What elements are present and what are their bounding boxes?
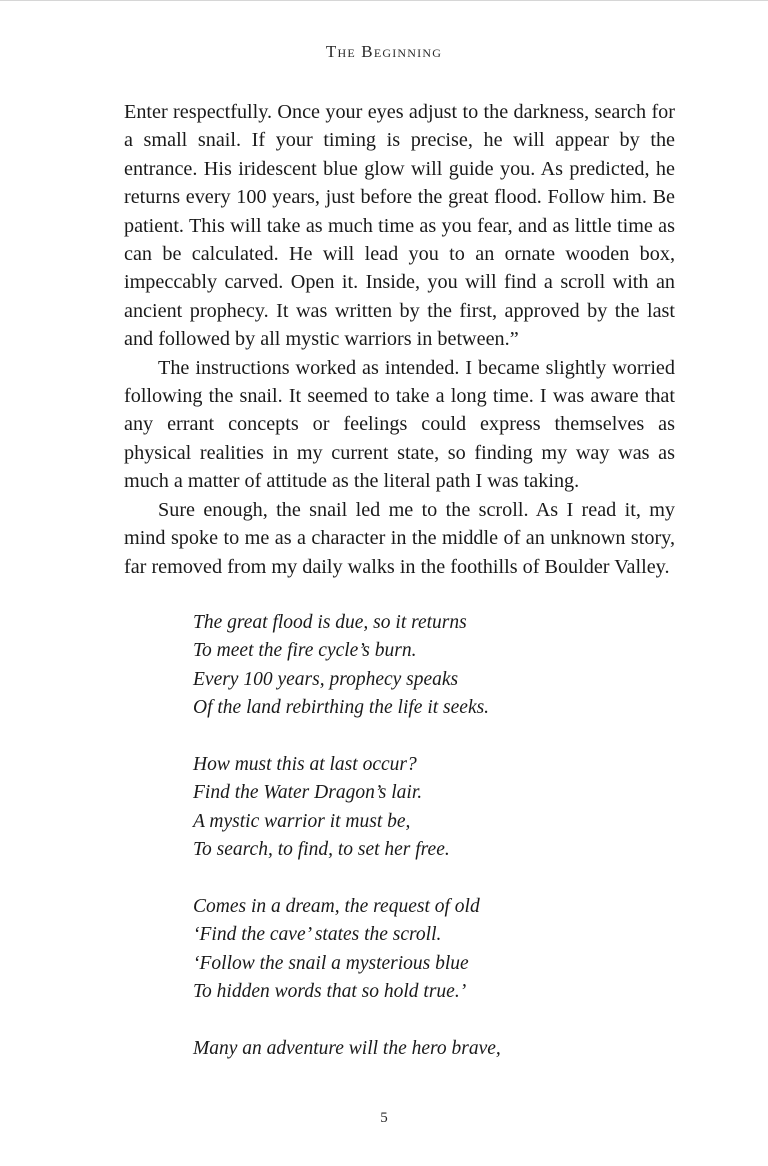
stanza-1 bbox=[193, 609, 663, 723]
page-number: 5 bbox=[380, 1110, 388, 1126]
poem-line: A mystic warrior it must be, bbox=[193, 810, 411, 832]
poem-line: Of the land rebirthing the life it seeks. bbox=[193, 697, 490, 719]
poem-line: Find the Water Dragon’s lair. bbox=[193, 782, 423, 804]
poem-line: ‘Follow the snail a mysterious blue bbox=[193, 952, 469, 974]
poem-line: To meet the fire cycle’s burn. bbox=[193, 640, 417, 662]
poem-line: ‘Find the cave’ states the scroll. bbox=[193, 924, 442, 946]
paragraph-2: The instructions worked as intended. I became slightly worried following the snail. It seemed to take a long time. I was aware that any errant concepts or feelings could express themselves as physical realities in my current state, so finding my way was as much a matter of attitude as the literal path I was taking. bbox=[124, 356, 675, 493]
prophecy-poem bbox=[193, 609, 663, 1063]
stanza-4 bbox=[193, 1035, 663, 1063]
poem-line: To search, to find, to set her free. bbox=[193, 839, 450, 861]
poem-line: How must this at last occur? bbox=[193, 754, 417, 776]
poem-line: The great flood is due, so it returns bbox=[193, 612, 467, 633]
poem-line: To hidden words that so hold true.’ bbox=[193, 981, 467, 1003]
running-head: The Beginning bbox=[325, 42, 443, 61]
body-text bbox=[124, 98, 675, 581]
top-border bbox=[0, 0, 768, 1]
paragraph-1: Enter respectfully. Once your eyes adjust to the darkness, search for a small snail. If your timing is precise, he will appear by the entrance. His iridescent blue glow will guide you. As predicted, he returns every 100 years, just before the great flood. Follow him. Be patient. This will take as much time as you fear, and as little time as can be calculated. He will lead you to an ornate wooden box, impeccably carved. Open it. Inside, you will find a scroll with an ancient prophecy. It was written by the first, approved by the last and followed by all mystic warriors in between.” bbox=[124, 101, 675, 351]
poem-line: Many an adventure will the hero brave, bbox=[193, 1038, 501, 1060]
stanza-3 bbox=[193, 893, 663, 1007]
paragraph-3: Sure enough, the snail led me to the scroll. As I read it, my mind spoke to me as a character in the middle of an unknown story, far removed from my daily walks in the foothills of Boulder Valley. bbox=[124, 498, 675, 578]
poem-line: Comes in a dream, the request of old bbox=[193, 896, 480, 918]
stanza-2 bbox=[193, 751, 663, 865]
poem-line: Every 100 years, prophecy speaks bbox=[193, 668, 459, 690]
